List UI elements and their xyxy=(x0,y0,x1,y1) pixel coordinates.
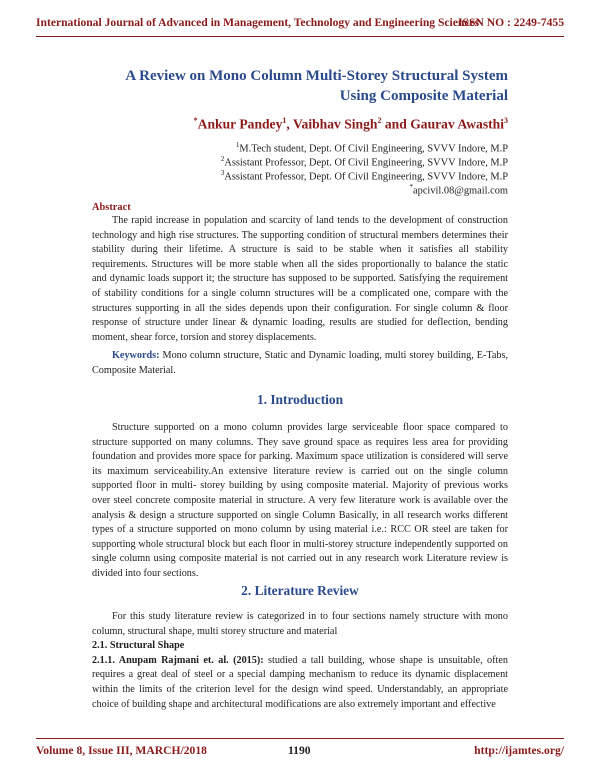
footer-rule xyxy=(36,738,564,739)
journal-name: International Journal of Advanced in Management, Technology and Engineering Sciences xyxy=(36,16,480,29)
literature-heading: 2. Literature Review xyxy=(241,583,359,598)
affiliation-text: Assistant Professor, Dept. Of Civil Engineering, SVVV Indore, M.P xyxy=(224,171,508,183)
abstract-heading: Abstract xyxy=(92,202,131,213)
reference-text: studied a tall building, whose shape is unsuitable, often requires a great deal of steel or a special damping mechanism to reduce its dynamic displacement within the limits of the criterion level for the design wind speed. Understandably, an appropriate choice of building shape and architectural modifications are also extremely important and effective xyxy=(92,654,508,710)
keywords xyxy=(92,349,508,378)
affiliation-text: Assistant Professor, Dept. Of Civil Engineering, SVVV Indore, M.P xyxy=(224,157,508,169)
corresponding-mark: * xyxy=(193,116,198,125)
page-footer xyxy=(36,744,564,758)
introduction-text: Structure supported on a mono column provides large serviceable floor space compared to structure supported on many columns. They save ground space as requires less area for providing foundation and provides more space for parking. Maximum space utilization is considered will serve its maximum serviceability.An extensive literature review is carried out on the single column supported floor in multi- storey building by using composite material. Majority of previous works over steel concrete composite material in structure. A very few literature work is available over the analysis & design a structure supported on single Column Basically, in all research works different types of a structure supported on mono column by using material i.e.: RCC OR steel are taken for supporting whole structural block but each floor in multi-storey structure independently supported on single column using composite material is not carried out in any research work Literature review is divided into four sections. xyxy=(92,422,508,579)
title-line-2: Using Composite Material xyxy=(339,88,508,104)
affiliation-sup: 3 xyxy=(220,169,225,177)
author-3-sup: 3 xyxy=(504,116,508,125)
introduction-heading: 1. Introduction xyxy=(256,392,344,407)
reference-label: 2.1.1. Anupam Rajmani et. al. (2015): xyxy=(92,654,264,666)
issn-number: ISSN NO : 2249-7455 xyxy=(458,16,564,29)
keywords-label: Keywords: xyxy=(112,350,160,361)
author-separator: , xyxy=(286,116,293,132)
page-number: 1190 xyxy=(288,744,311,757)
author-2: Vaibhav Singh xyxy=(292,116,378,132)
affiliation-text: M.Tech student, Dept. Of Civil Engineering, SVVV Indore, M.P xyxy=(239,143,508,155)
keywords-text: Mono column structure, Static and Dynamic loading, multi storey building, E-Tabs, Composite Material. xyxy=(92,350,508,376)
author-1-sup: 1 xyxy=(282,116,287,125)
introduction-body xyxy=(92,421,508,582)
literature-body xyxy=(92,610,508,712)
affiliation-sup: 2 xyxy=(220,155,225,163)
abstract-body xyxy=(92,214,508,345)
journal-url[interactable]: http://ijamtes.org/ xyxy=(474,744,564,757)
journal-header xyxy=(36,16,564,30)
reference-paragraph xyxy=(92,654,508,712)
author-list xyxy=(194,116,508,133)
abstract-text: The rapid increase in population and scarcity of land tends to the development of construction technology and high rise structures. The supporting condition of structural members determines their stability during their lifetime. A structure is said to be stable when it satisfies all stability requirements. Structures will be more stable when all the sides proportionally to balance the static and dynamic loads support it; the structure has supposed to be supported. Satisfying the requirement of stability conditions for a single column structures will be a complicated one, compare with the structures supporting in all the sides depends upon their configuration. For single column & floor response of structure under linear & dynamic loading, results are studied for deflection, bending moment, shear force, torsion and storey displacements. xyxy=(92,215,508,343)
volume-issue: Volume 8, Issue III, MARCH/2018 xyxy=(36,744,207,757)
author-3: Gaurav Awasthi xyxy=(410,116,504,132)
author-email xyxy=(410,180,508,198)
title-line-1: A Review on Mono Column Multi-Storey Structural System xyxy=(125,68,508,84)
email-text: apcivil.08@gmail.com xyxy=(413,185,508,197)
author-1: Ankur Pandey xyxy=(197,116,283,132)
subsection-heading: 2.1. Structural Shape xyxy=(92,640,185,652)
affiliation-sup: * xyxy=(409,183,414,191)
paper-title xyxy=(125,66,508,106)
literature-intro: For this study literature review is categorized in to four sections namely structure with mono column, structural shape, multi storey structure and material xyxy=(92,611,508,637)
header-rule xyxy=(36,36,564,37)
author-2-sup: 2 xyxy=(377,116,382,125)
affiliation-sup: 1 xyxy=(235,141,240,149)
author-separator: and xyxy=(381,116,411,132)
